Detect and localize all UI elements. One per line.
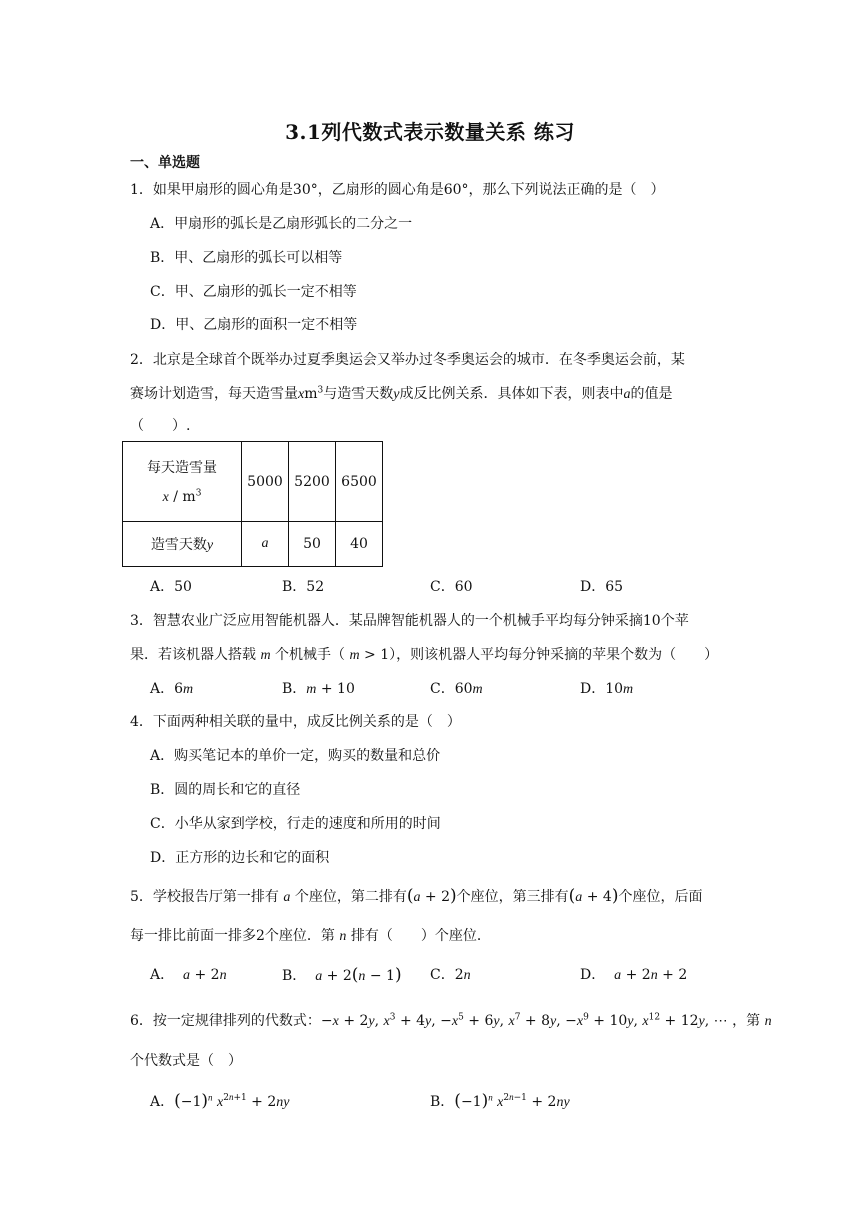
q5-option-a[interactable]: A． a + 2n <box>150 967 227 983</box>
q2-option-a[interactable]: A．50 <box>150 579 192 595</box>
q2-option-d[interactable]: D．65 <box>580 579 624 595</box>
q3-line2: 果．若该机器人搭载 m 个机械手（ m > 1），则该机器人平均每分钟采摘的苹果个数为（ ） <box>130 647 719 663</box>
table-header-amount: 每天造雪量 x / $m^3$ <box>123 442 242 522</box>
q1-stem: 1．如果甲扇形的圆心角是30°，乙扇形的圆心角是60°，那么下列说法正确的是（ ） <box>130 182 665 198</box>
table-cell: a <box>242 522 289 567</box>
q6-line2: 个代数式是（ ） <box>130 1053 242 1069</box>
q3-option-d[interactable]: D．10m <box>580 681 634 697</box>
q4-option-c[interactable]: C．小华从家到学校，行走的速度和所用的时间 <box>150 816 441 832</box>
q3-option-c[interactable]: C．60m <box>430 681 483 697</box>
q4-option-b[interactable]: B．圆的周长和它的直径 <box>150 782 301 798</box>
q1-option-c[interactable]: C．甲、乙扇形的弧长一定不相等 <box>150 284 357 300</box>
q5-line1: 5．学校报告厅第一排有 a 个座位，第二排有(a + 2)个座位，第三排有(a + 4)个座位，后面 <box>130 886 703 906</box>
q5-option-d[interactable]: D． a + 2n + 2 <box>580 967 688 983</box>
q4-option-a[interactable]: A．购买笔记本的单价一定，购买的数量和总价 <box>150 748 441 764</box>
q3-option-a[interactable]: A．6m <box>150 681 194 697</box>
q5-option-c[interactable]: C．2n <box>430 967 471 983</box>
q3-line1: 3．智慧农业广泛应用智能机器人．某品牌智能机器人的一个机械手平均每分钟采摘10个苹 <box>130 613 689 629</box>
table-cell: 40 <box>336 522 383 567</box>
q2-option-c[interactable]: C．60 <box>430 579 473 595</box>
q4-stem: 4．下面两种相关联的量中，成反比例关系的是（ ） <box>130 714 461 730</box>
table-cell: 5200 <box>289 442 336 522</box>
q1-option-b[interactable]: B．甲、乙扇形的弧长可以相等 <box>150 250 343 266</box>
page-title: 3.1列代数式表示数量关系 练习 <box>285 120 575 144</box>
q3-option-b[interactable]: B．m + 10 <box>282 681 355 697</box>
q4-option-d[interactable]: D．正方形的边长和它的面积 <box>150 850 330 866</box>
table-cell: 5000 <box>242 442 289 522</box>
table-cell: 50 <box>289 522 336 567</box>
q2-line1: 2．北京是全球首个既举办过夏季奥运会又举办过冬季奥运会的城市．在冬季奥运会前，某 <box>130 352 685 368</box>
q1-option-d[interactable]: D．甲、乙扇形的面积一定不相等 <box>150 317 358 333</box>
q6-line1: 6．按一定规律排列的代数式：−x + 2y, $x^3 + 4y$, $-x^5 + 6y$, $x^7 + 8y$, $-x^9 + 10y$, $x^{12} + 12y$, ⋯ ，第 n <box>130 1012 772 1029</box>
snow-table <box>122 441 383 567</box>
table-header-days: 造雪天数y <box>123 522 242 567</box>
q5-option-b[interactable]: B． a + 2(n − 1) <box>282 965 402 985</box>
q6-option-a[interactable]: A．$(-1)^n$ $x^{2n+1} + 2ny$ <box>150 1091 290 1111</box>
q2-line3: （ ）. <box>130 418 191 434</box>
q6-option-b[interactable]: B．$(-1)^n$ $x^{2n-1} + 2ny$ <box>430 1091 570 1111</box>
table-cell: 6500 <box>336 442 383 522</box>
section-heading: 一、单选题 <box>130 155 200 171</box>
q2-line2: 赛场计划造雪，每天造雪量$xm^3$与造雪天数y成反比例关系．具体如下表，则表中a的值是 <box>130 385 673 402</box>
q2-option-b[interactable]: B．52 <box>282 579 325 595</box>
q5-line2: 每一排比前面一排多2个座位．第 n 排有（ ）个座位． <box>130 928 491 944</box>
q1-option-a[interactable]: A．甲扇形的弧长是乙扇形弧长的二分之一 <box>150 216 413 232</box>
